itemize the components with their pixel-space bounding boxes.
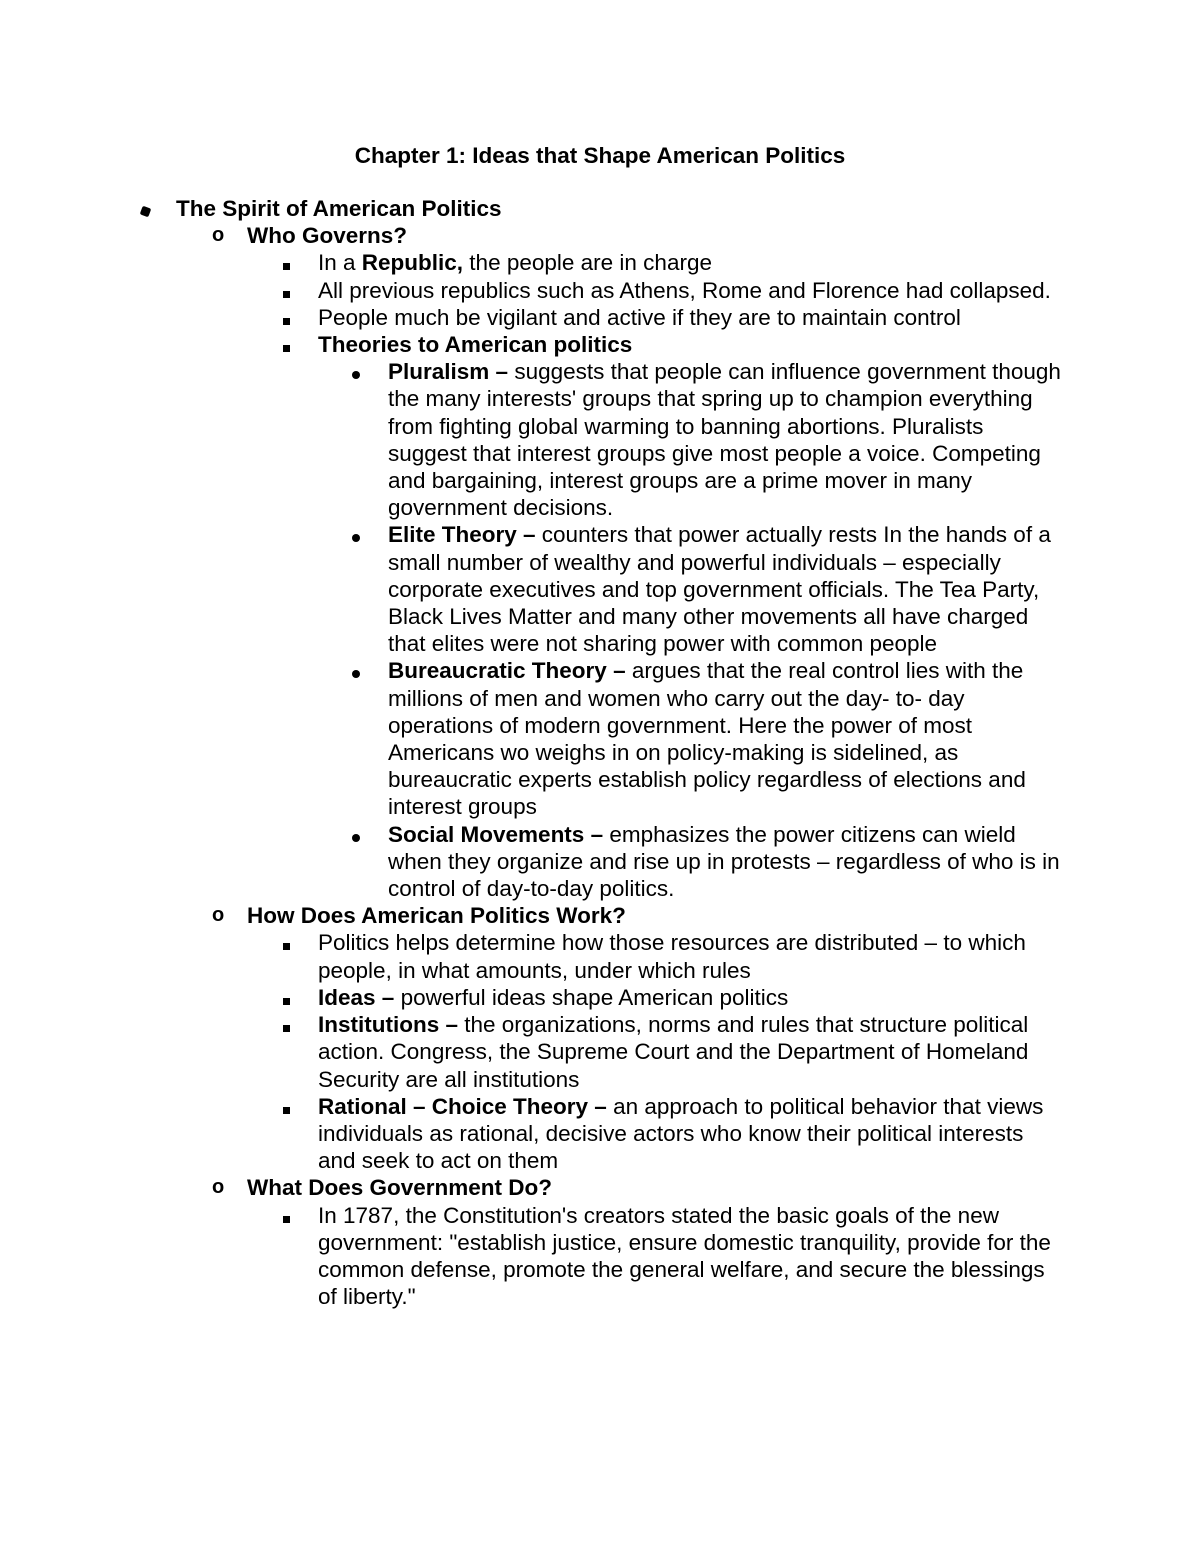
dot-bullet-icon bbox=[352, 821, 376, 848]
square-bullet-icon bbox=[283, 984, 307, 1011]
square-bullet-icon bbox=[283, 929, 307, 956]
dot-bullet-icon bbox=[352, 521, 376, 548]
list-item-text: Institutions – the organizations, norms and rules that structure political action. Congress, the Supreme Court and the Department of Homeland Security are all institutions bbox=[318, 1012, 1029, 1092]
outline-item-how-works bbox=[0, 902, 1067, 929]
outline bbox=[0, 195, 1200, 1310]
square-bullet-icon bbox=[283, 331, 307, 358]
list-item bbox=[0, 331, 1063, 358]
outline-item-gov-do bbox=[0, 1174, 1067, 1201]
list-item bbox=[0, 984, 1063, 1011]
level1-bullet-icon bbox=[141, 195, 165, 222]
list-item bbox=[0, 521, 1068, 657]
square-bullet-icon bbox=[283, 1093, 307, 1120]
list-item-text: All previous republics such as Athens, Rome and Florence had collapsed. bbox=[318, 277, 1051, 303]
subsection-heading: How Does American Politics Work? bbox=[247, 903, 626, 929]
list-item-text: People much be vigilant and active if they are to maintain control bbox=[318, 304, 961, 330]
list-item-text: In 1787, the Constitution's creators stated the basic goals of the new government: "establish justice, ensure domestic tranquility, provide for the common defense, promote the general welfare, and secure the blessings of liberty." bbox=[318, 1202, 1051, 1310]
list-item-text: Pluralism – suggests that people can influence government though the many interests' groups that spring up to champion everything from fighting global warming to banning abortions. Pluralists suggest that interest groups give most people a voice. Competing and bargaining, interest groups are a prime mover in many government decisions. bbox=[388, 359, 1061, 521]
section-heading: The Spirit of American Politics bbox=[176, 196, 502, 221]
list-item-text: Politics helps determine how those resources are distributed – to which people, in what amounts, under which rules bbox=[318, 930, 1026, 983]
list-item-text: Bureaucratic Theory – argues that the real control lies with the millions of men and women who carry out the day- to- day operations of modern government. Here the power of most Americans wo weighs in on policy-making is sidelined, as bureaucratic experts establish policy regardless of elections and interest groups bbox=[388, 658, 1026, 820]
square-bullet-icon bbox=[283, 277, 307, 304]
list-item bbox=[0, 657, 1068, 820]
outline-item-spirit bbox=[0, 195, 1066, 222]
list-item-text: In a Republic, the people are in charge bbox=[318, 250, 712, 276]
list-item bbox=[0, 821, 1068, 903]
list-item bbox=[0, 1011, 1063, 1093]
list-item-text: Rational – Choice Theory – an approach to political behavior that views individuals as rational, decisive actors who know their political interests and seek to act on them bbox=[318, 1093, 1044, 1174]
circle-bullet-icon: o bbox=[212, 224, 225, 247]
square-bullet-icon bbox=[283, 249, 307, 276]
list-item bbox=[0, 1202, 1063, 1311]
square-bullet-icon bbox=[283, 1202, 307, 1229]
list-item bbox=[0, 277, 1063, 304]
circle-bullet-icon: o bbox=[212, 904, 225, 927]
list-item bbox=[0, 358, 1068, 521]
list-item bbox=[0, 304, 1063, 331]
circle-bullet-icon: o bbox=[212, 1176, 225, 1199]
page-title: Chapter 1: Ideas that Shape American Politics bbox=[354, 143, 846, 168]
square-bullet-icon bbox=[283, 1011, 307, 1038]
list-item-text: Ideas – powerful ideas shape American politics bbox=[318, 984, 789, 1010]
dot-bullet-icon bbox=[352, 358, 376, 385]
list-item-text: Social Movements – emphasizes the power citizens can wield when they organize and rise up in protests – regardless of who is in control of day-to-day politics. bbox=[388, 821, 1060, 902]
list-item-text: Elite Theory – counters that power actually rests In the hands of a small number of wealthy and powerful individuals – especially corporate executives and top government officials. The Tea Party, Black Lives Matter and many other movements all have charged that elites were not sharing power with common people bbox=[388, 522, 1051, 657]
list-item bbox=[0, 249, 1063, 276]
outline-item-who-governs bbox=[0, 222, 1067, 249]
list-item bbox=[0, 929, 1063, 983]
list-item bbox=[0, 1093, 1063, 1175]
square-bullet-icon bbox=[283, 304, 307, 331]
list-item-heading: Theories to American politics bbox=[318, 332, 633, 358]
subsection-heading: What Does Government Do? bbox=[247, 1175, 553, 1201]
dot-bullet-icon bbox=[352, 657, 376, 684]
subsection-heading: Who Governs? bbox=[247, 223, 408, 249]
